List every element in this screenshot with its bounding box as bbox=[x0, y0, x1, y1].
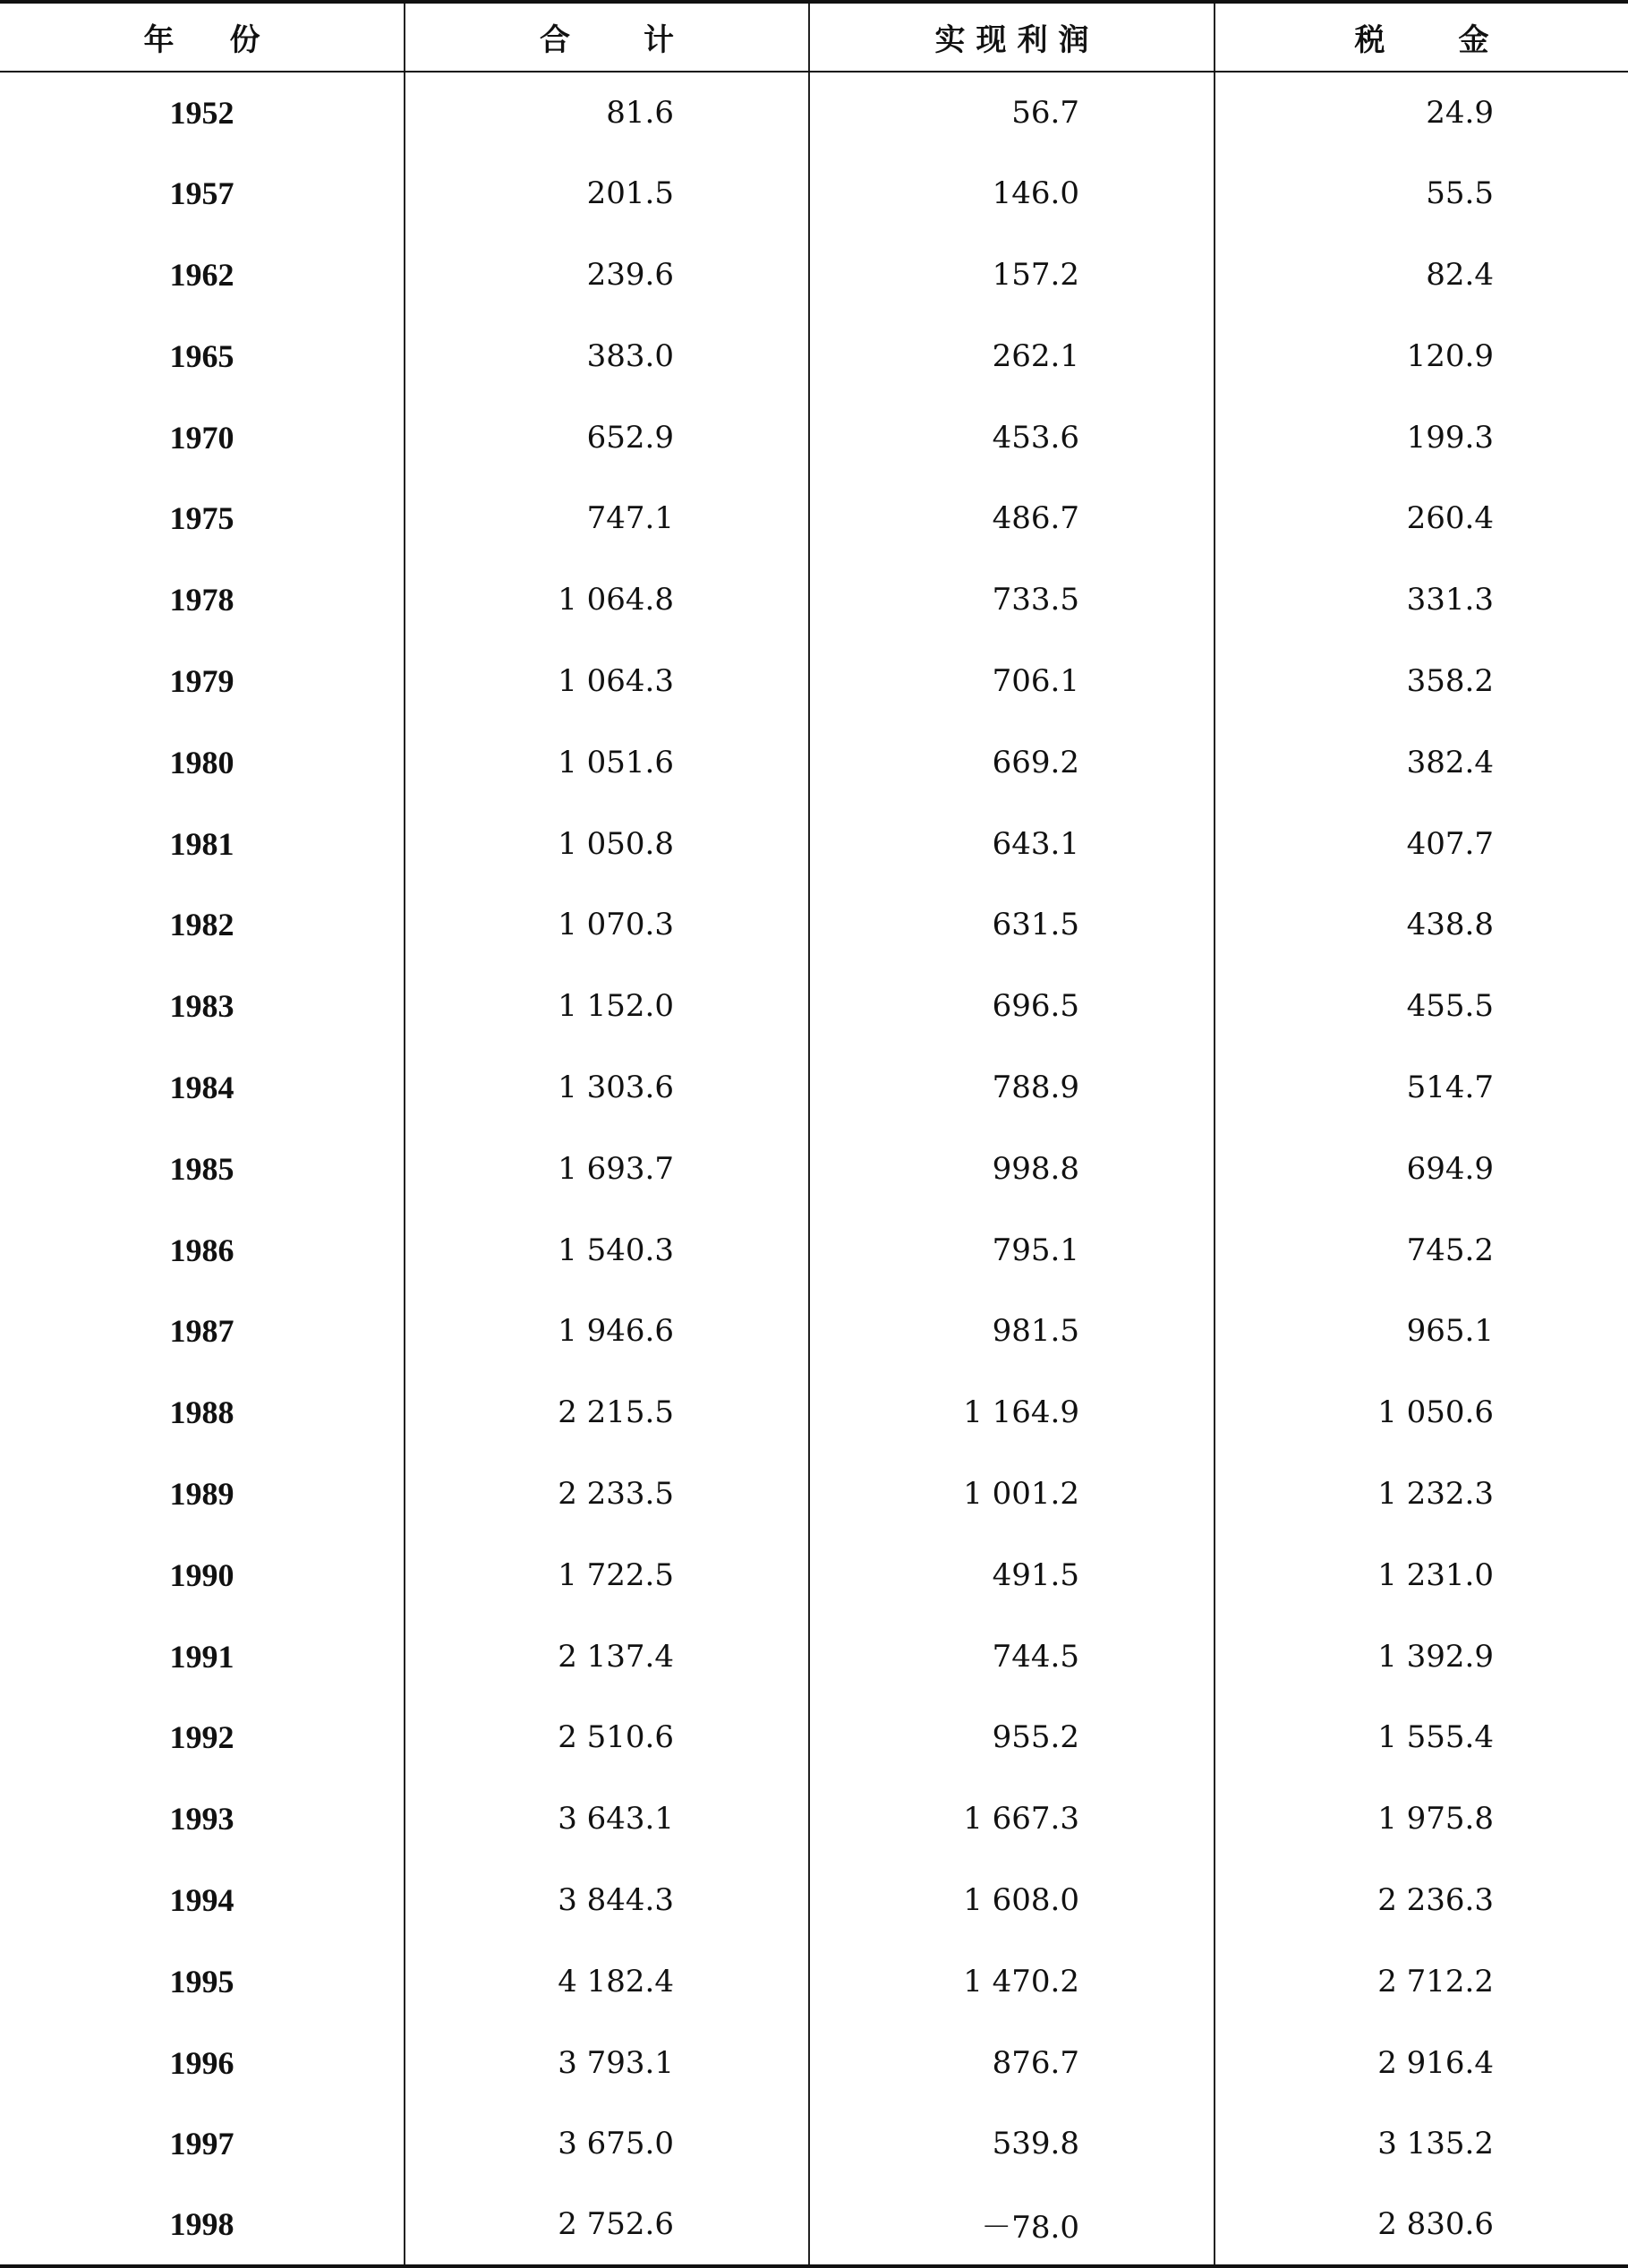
cell-tax: 2 916.4 bbox=[1215, 2022, 1628, 2103]
table-body bbox=[0, 72, 1628, 2266]
cell-tax: 1 050.6 bbox=[1215, 1372, 1628, 1454]
cell-total: 1 303.6 bbox=[405, 1047, 809, 1129]
cell-year: 1983 bbox=[169, 988, 234, 1025]
cell-year: 1987 bbox=[169, 1313, 234, 1350]
table-row bbox=[0, 1454, 1628, 1535]
header-tax: 税金 bbox=[1215, 2, 1628, 72]
cell-tax: 3 135.2 bbox=[1215, 2103, 1628, 2185]
cell-profit: 146.0 bbox=[809, 153, 1215, 234]
cell-tax: 694.9 bbox=[1215, 1128, 1628, 1209]
cell-total: 1 693.7 bbox=[405, 1128, 809, 1209]
cell-year: 1982 bbox=[169, 907, 234, 943]
cell-year: 1992 bbox=[169, 1719, 234, 1756]
cell-profit: 631.5 bbox=[809, 884, 1215, 966]
cell-profit: 539.8 bbox=[809, 2103, 1215, 2185]
cell-year: 1993 bbox=[169, 1801, 234, 1837]
cell-year: 1986 bbox=[169, 1232, 234, 1268]
cell-year: 1979 bbox=[169, 662, 234, 699]
cell-year: 1981 bbox=[169, 825, 234, 862]
cell-tax: 199.3 bbox=[1215, 396, 1628, 478]
cell-total: 1 722.5 bbox=[405, 1534, 809, 1616]
cell-total: 3 793.1 bbox=[405, 2022, 809, 2103]
cell-total: 747.1 bbox=[405, 478, 809, 559]
cell-profit: 1 608.0 bbox=[809, 1860, 1215, 1941]
table-row bbox=[0, 1209, 1628, 1291]
cell-total: 3 844.3 bbox=[405, 1860, 809, 1941]
cell-year: 1952 bbox=[169, 94, 234, 131]
cell-total: 652.9 bbox=[405, 396, 809, 478]
cell-total: 4 182.4 bbox=[405, 1940, 809, 2022]
cell-tax: 82.4 bbox=[1215, 234, 1628, 316]
cell-year: 1988 bbox=[169, 1394, 234, 1431]
cell-tax: 358.2 bbox=[1215, 641, 1628, 722]
cell-total: 1 152.0 bbox=[405, 966, 809, 1047]
cell-profit: 1 667.3 bbox=[809, 1778, 1215, 1860]
cell-total: 2 510.6 bbox=[405, 1697, 809, 1778]
cell-total: 2 233.5 bbox=[405, 1454, 809, 1535]
cell-tax: 260.4 bbox=[1215, 478, 1628, 559]
cell-total: 1 070.3 bbox=[405, 884, 809, 966]
cell-year: 1975 bbox=[169, 500, 234, 537]
table-row bbox=[0, 1940, 1628, 2022]
table-row bbox=[0, 1534, 1628, 1616]
cell-year: 1998 bbox=[0, 2185, 405, 2266]
table-row bbox=[0, 2103, 1628, 2185]
cell-profit: 733.5 bbox=[809, 559, 1215, 641]
cell-total: 1 064.8 bbox=[405, 559, 809, 641]
table-row bbox=[0, 153, 1628, 234]
table-header bbox=[0, 2, 1628, 72]
table-row bbox=[0, 72, 1628, 153]
cell-total: 3 643.1 bbox=[405, 1778, 809, 1860]
cell-profit: 491.5 bbox=[809, 1534, 1215, 1616]
table-row bbox=[0, 396, 1628, 478]
cell-year: 1957 bbox=[169, 175, 234, 212]
cell-profit: 262.1 bbox=[809, 315, 1215, 396]
cell-year: 1970 bbox=[169, 419, 234, 456]
table-row bbox=[0, 721, 1628, 803]
header-total: 合计 bbox=[405, 2, 809, 72]
cell-profit: 453.6 bbox=[809, 396, 1215, 478]
cell-year: 1991 bbox=[169, 1638, 234, 1675]
cell-profit: 696.5 bbox=[809, 966, 1215, 1047]
cell-year: 1978 bbox=[169, 582, 234, 618]
cell-profit: －78.0 bbox=[809, 2185, 1215, 2266]
table-row bbox=[0, 2185, 1628, 2266]
table-row bbox=[0, 1128, 1628, 1209]
cell-tax: 2 712.2 bbox=[1215, 1940, 1628, 2022]
cell-total: 201.5 bbox=[405, 153, 809, 234]
table-row bbox=[0, 315, 1628, 396]
cell-tax: 745.2 bbox=[1215, 1209, 1628, 1291]
cell-year: 1965 bbox=[169, 337, 234, 374]
table-row bbox=[0, 1372, 1628, 1454]
cell-tax: 1 975.8 bbox=[1215, 1778, 1628, 1860]
cell-total: 383.0 bbox=[405, 315, 809, 396]
table-row bbox=[0, 803, 1628, 884]
cell-profit: 998.8 bbox=[809, 1128, 1215, 1209]
table-row bbox=[0, 1291, 1628, 1372]
cell-tax: 438.8 bbox=[1215, 884, 1628, 966]
cell-year: 1996 bbox=[169, 2044, 234, 2081]
cell-total: 3 675.0 bbox=[405, 2103, 809, 2185]
cell-tax: 331.3 bbox=[1215, 559, 1628, 641]
cell-profit: 1 470.2 bbox=[809, 1940, 1215, 2022]
cell-total: 1 946.6 bbox=[405, 1291, 809, 1372]
header-row bbox=[0, 2, 1628, 72]
cell-tax: 1 232.3 bbox=[1215, 1454, 1628, 1535]
cell-tax: 965.1 bbox=[1215, 1291, 1628, 1372]
cell-total: 81.6 bbox=[405, 72, 809, 153]
cell-total: 2 752.6 bbox=[405, 2185, 809, 2266]
cell-total: 2 137.4 bbox=[405, 1616, 809, 1697]
table-row bbox=[0, 641, 1628, 722]
cell-year: 1962 bbox=[169, 256, 234, 293]
cell-year: 1994 bbox=[169, 1881, 234, 1918]
table-row bbox=[0, 478, 1628, 559]
cell-profit: 1 164.9 bbox=[809, 1372, 1215, 1454]
cell-tax: 382.4 bbox=[1215, 721, 1628, 803]
header-profit: 实现利润 bbox=[809, 2, 1215, 72]
cell-tax: 455.5 bbox=[1215, 966, 1628, 1047]
cell-tax: 24.9 bbox=[1215, 72, 1628, 153]
cell-year: 1984 bbox=[169, 1069, 234, 1105]
cell-total: 239.6 bbox=[405, 234, 809, 316]
cell-year: 1990 bbox=[169, 1556, 234, 1593]
cell-profit: 669.2 bbox=[809, 721, 1215, 803]
cell-total: 2 215.5 bbox=[405, 1372, 809, 1454]
cell-profit: 876.7 bbox=[809, 2022, 1215, 2103]
cell-profit: 706.1 bbox=[809, 641, 1215, 722]
cell-profit: 56.7 bbox=[809, 72, 1215, 153]
cell-profit: 643.1 bbox=[809, 803, 1215, 884]
cell-profit: 955.2 bbox=[809, 1697, 1215, 1778]
cell-total: 1 540.3 bbox=[405, 1209, 809, 1291]
cell-profit: 981.5 bbox=[809, 1291, 1215, 1372]
cell-year: 1989 bbox=[169, 1475, 234, 1512]
table-row bbox=[0, 1697, 1628, 1778]
cell-tax: 514.7 bbox=[1215, 1047, 1628, 1129]
cell-profit: 1 001.2 bbox=[809, 1454, 1215, 1535]
cell-profit: 795.1 bbox=[809, 1209, 1215, 1291]
cell-profit: 788.9 bbox=[809, 1047, 1215, 1129]
cell-tax: 1 392.9 bbox=[1215, 1616, 1628, 1697]
cell-year: 1997 bbox=[169, 2126, 234, 2162]
cell-total: 1 051.6 bbox=[405, 721, 809, 803]
cell-tax: 1 231.0 bbox=[1215, 1534, 1628, 1616]
table-row bbox=[0, 1860, 1628, 1941]
cell-profit: 486.7 bbox=[809, 478, 1215, 559]
table-row bbox=[0, 1778, 1628, 1860]
cell-profit: 744.5 bbox=[809, 1616, 1215, 1697]
table-row bbox=[0, 884, 1628, 966]
cell-total: 1 050.8 bbox=[405, 803, 809, 884]
cell-tax: 55.5 bbox=[1215, 153, 1628, 234]
table-row bbox=[0, 559, 1628, 641]
cell-year: 1985 bbox=[169, 1150, 234, 1187]
table-row bbox=[0, 1616, 1628, 1697]
cell-tax: 407.7 bbox=[1215, 803, 1628, 884]
cell-tax: 120.9 bbox=[1215, 315, 1628, 396]
table-row bbox=[0, 1047, 1628, 1129]
cell-year: 1980 bbox=[169, 744, 234, 780]
table-row bbox=[0, 966, 1628, 1047]
cell-profit: 157.2 bbox=[809, 234, 1215, 316]
table-row bbox=[0, 234, 1628, 316]
table-row bbox=[0, 2022, 1628, 2103]
cell-total: 1 064.3 bbox=[405, 641, 809, 722]
cell-tax: 1 555.4 bbox=[1215, 1697, 1628, 1778]
header-year: 年份 bbox=[0, 2, 405, 72]
cell-tax: 2 236.3 bbox=[1215, 1860, 1628, 1941]
cell-tax: 2 830.6 bbox=[1215, 2185, 1628, 2266]
cell-year: 1995 bbox=[169, 1963, 234, 1999]
